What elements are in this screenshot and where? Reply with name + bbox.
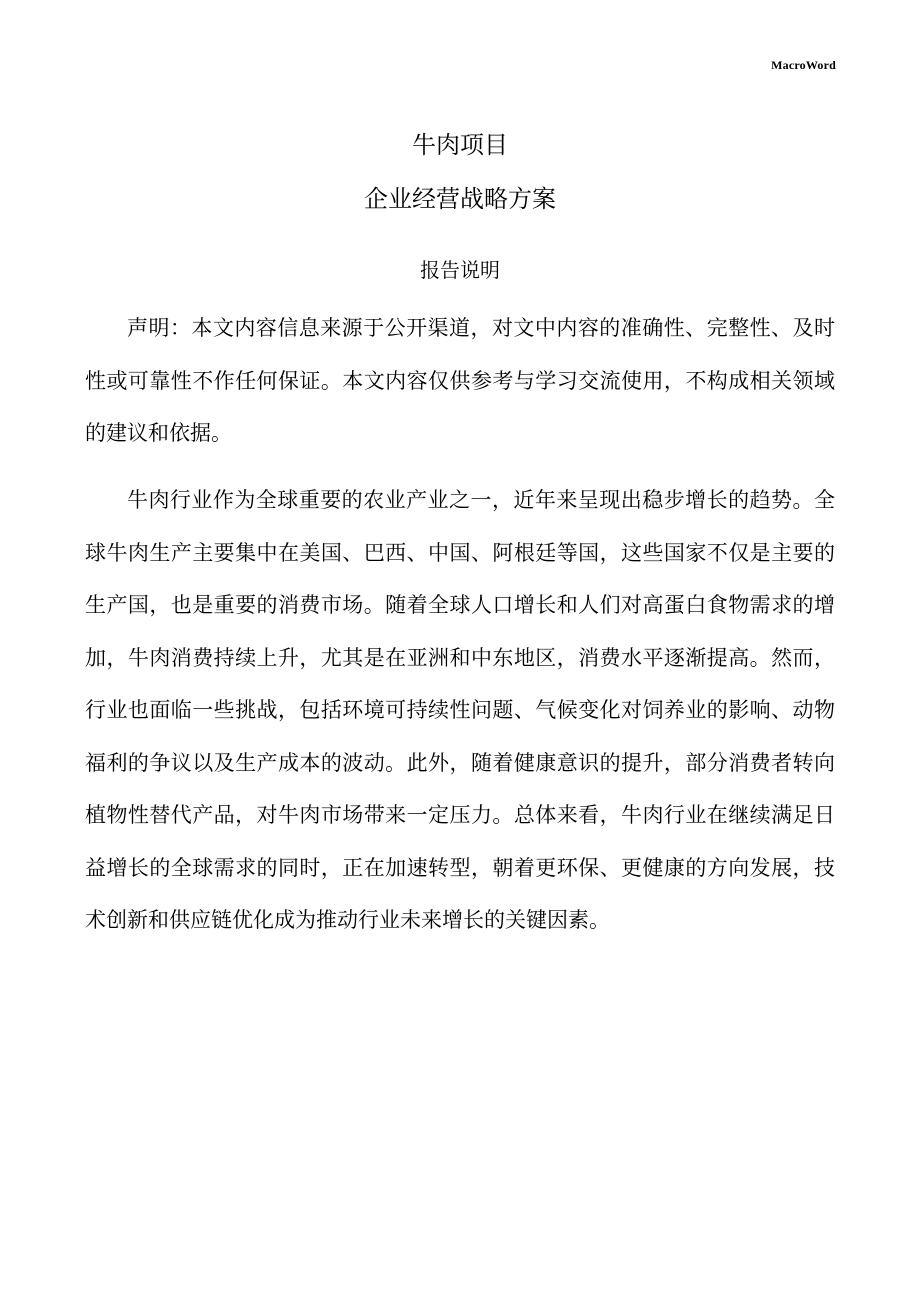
section-heading: 报告说明	[420, 258, 500, 282]
header-brand: MacroWord	[771, 58, 836, 72]
title-line-2: 企业经营战略方案	[364, 185, 556, 213]
industry-overview-paragraph: 牛肉行业作为全球重要的农业产业之一，近年来呈现出稳步增长的趋势。全球牛肉生产主要集中在美国、巴西、中国、阿根廷等国，这些国家不仅是主要的生产国，也是重要的消费市场。随着全球人口增长和人们对高蛋白食物需求的增加，牛肉消费持续上升，尤其是在亚洲和中东地区，消费水平逐渐提高。然而，行业也面临一些挑战，包括环境可持续性问题、气候变化对饲养业的影响、动物福利的争议以及生产成本的波动。此外，随着健康意识的提升，部分消费者转向植物性替代产品，对牛肉市场带来一定压力。总体来看，牛肉行业在继续满足日益增长的全球需求的同时，正在加速转型，朝着更环保、更健康的方向发展，技术创新和供应链优化成为推动行业未来增长的关键因素。	[85, 488, 835, 932]
disclaimer-paragraph: 声明：本文内容信息来源于公开渠道，对文中内容的准确性、完整性、及时性或可靠性不作任何保证。本文内容仅供参考与学习交流使用，不构成相关领域的建议和依据。	[85, 316, 835, 445]
document-title	[0, 118, 920, 226]
title-line-1: 牛肉项目	[412, 131, 508, 159]
